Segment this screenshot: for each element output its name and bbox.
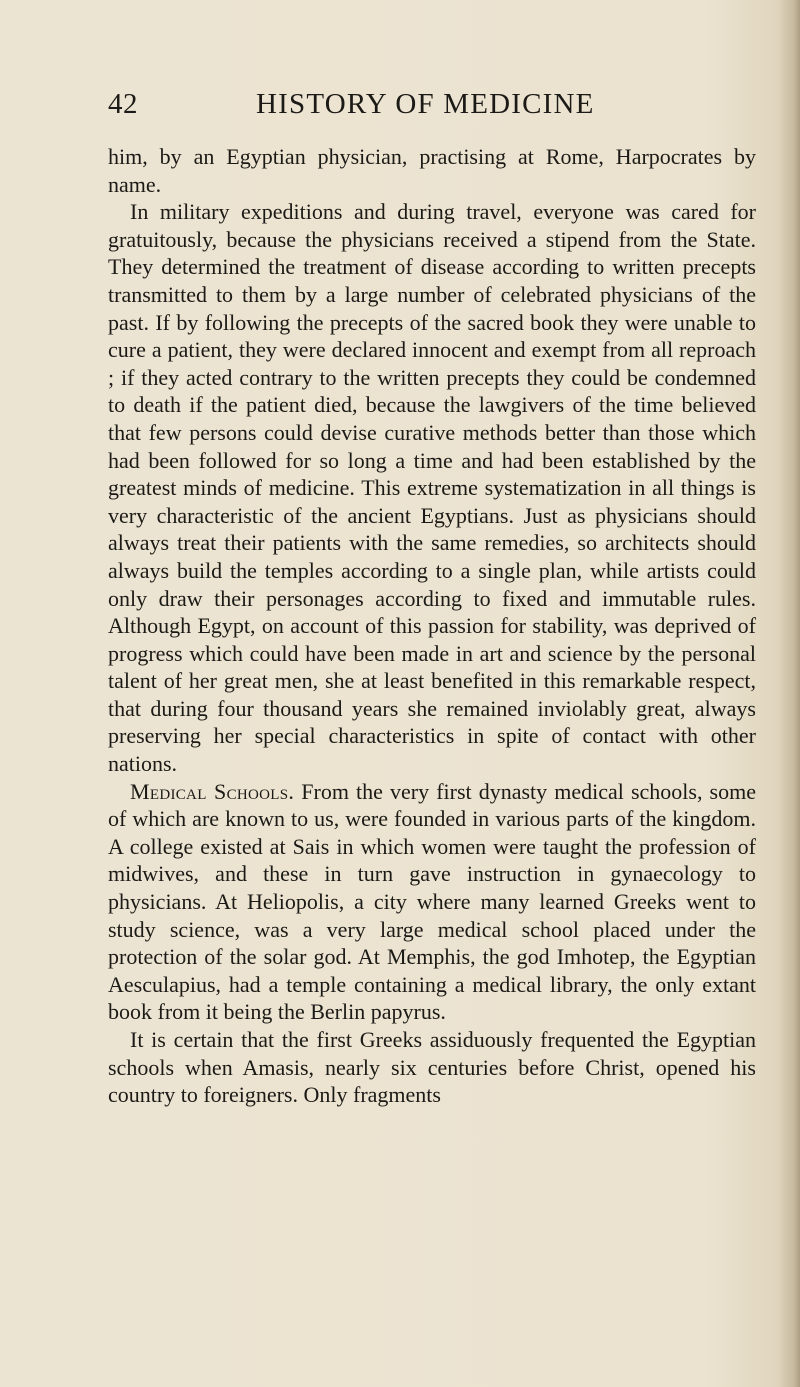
paragraph-text: In military expeditions and during travel, everyone was cared for gratuitously, because the physicians received a stipend from the State. They determined the treatment of disease according to written precepts transmitted to them by a large number of celebrated physicians of the past. If by following the precepts of the sacred book they were unable to cure a patient, they were declared innocent and exempt from all reproach ; if they acted contrary to the written precepts they could be condemned to death if the patient died, because the lawgivers of the time believed that few persons could devise curative methods better than those which had been followed for so long a time and had been established by the greatest minds of medicine. This extreme systematization in all things is very characteristic of the ancient Egyptians. Just as physicians should always treat their patients with the same remedies, so architects should always build the temples according to a single plan, while artists could only draw their personages according to fixed and immutable rules. Although Egypt, on account of this passion for stability, was deprived of progress which could have been made in art and science by the personal talent of her great men, she at least benefited in this remarkable respect, that during four thousand years she remained inviolably great, always preserving her special characteristics in spite of contact with other nations. <box>108 199 756 777</box>
body-text <box>108 143 756 1109</box>
paragraph-medical-schools <box>108 778 756 1026</box>
paragraph-treatment <box>108 198 756 777</box>
paragraph-text: him, by an Egyptian physician, practising at Rome, Harpocrates by name. <box>108 144 756 197</box>
page-edge-shadow <box>778 0 800 1387</box>
paragraph-greeks <box>108 1026 756 1109</box>
page-header <box>108 86 756 126</box>
paragraph-text: From the very first dynasty medical schools, some of which are known to us, were founded in various parts of the kingdom. A college existed at Sais in which women were taught the profession of midwives, and these in turn gave instruction in gynaecology to physicians. At Heliopolis, a city where many learned Greeks went to study science, was a very large medical school placed under the protection of the solar god. At Memphis, the god Imhotep, the Egyptian Aesculapius, had a temple containing a medical library, the only extant book from it being the Berlin papyrus. <box>108 778 756 1025</box>
page-number: 42 <box>108 88 138 120</box>
section-heading: Medical Schools. <box>130 778 295 804</box>
paragraph-continuation <box>108 143 756 198</box>
paragraph-text: It is certain that the first Greeks assiduously frequented the Egyptian schools when Amasis, nearly six centuries before Christ, opened his country to foreigners. Only fragments <box>108 1027 756 1108</box>
running-head: HISTORY OF MEDICINE <box>256 88 595 120</box>
